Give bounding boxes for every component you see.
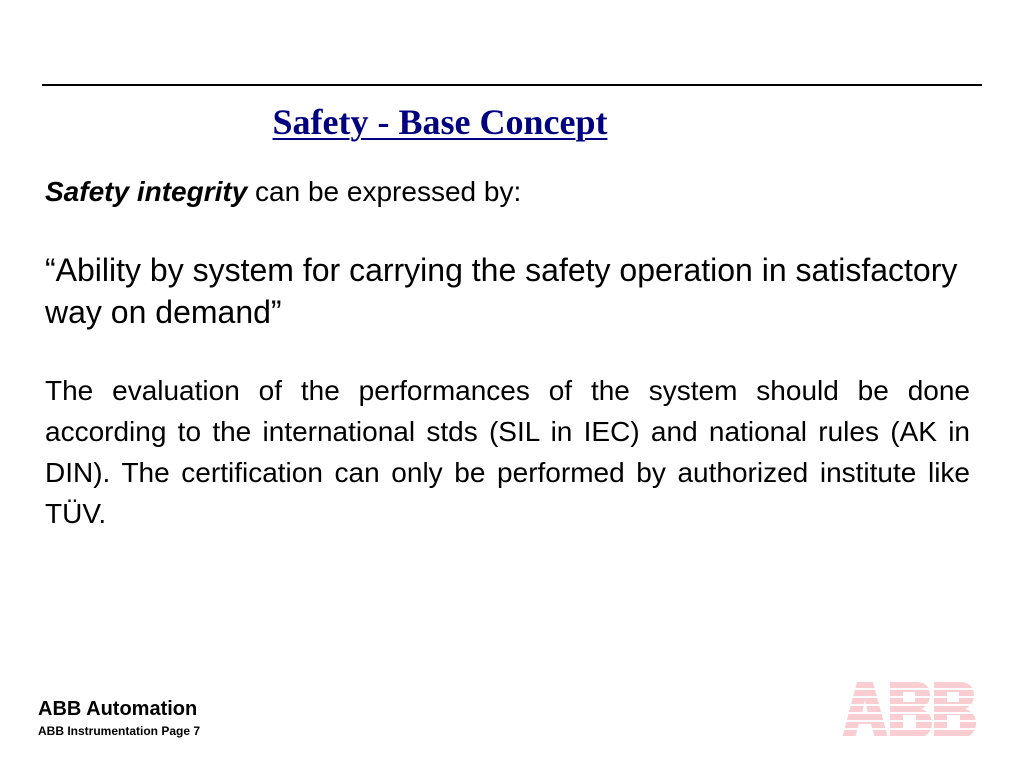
abb-logo-text: ABB: [842, 682, 845, 683]
body-paragraph: The evaluation of the performances of the system should be done according to the international stds (SIL in IEC) and national rules (AK in DIN). The certification can only be performed by authorized institute like TÜV.: [45, 375, 970, 529]
definition-quote: “Ability by system for carrying the safety operation in satisfactory way on demand”: [45, 252, 958, 330]
top-rule: [42, 84, 982, 86]
intro-term: Safety integrity: [45, 176, 248, 207]
abb-logo: [842, 682, 976, 738]
footer-company: ABB Automation: [38, 698, 198, 720]
slide-title: Safety - Base Concept: [272, 102, 608, 142]
intro-line: [45, 175, 521, 209]
footer-page-label: ABB Instrumentation Page 7: [38, 724, 201, 738]
intro-rest: can be expressed by:: [247, 176, 522, 207]
